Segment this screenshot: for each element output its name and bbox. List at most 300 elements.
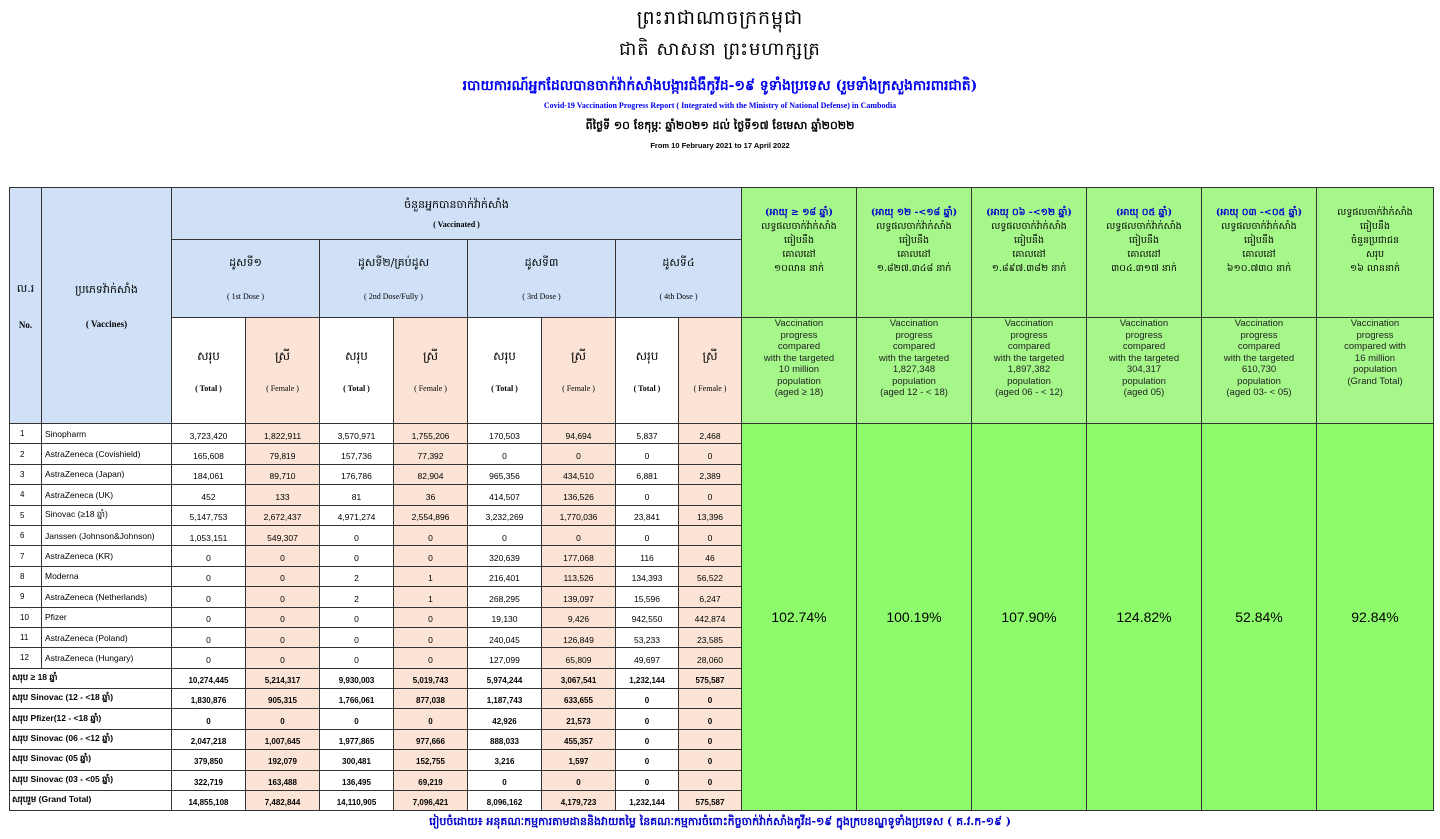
progress-caption-line: with the targeted xyxy=(993,352,1065,364)
total-header xyxy=(616,318,679,424)
cell-d1f: 0 xyxy=(246,566,320,586)
summary-d3t: 0 xyxy=(468,770,542,790)
progress-line5-3: ១.៨៩៧.៣៨២ នាក់ xyxy=(991,263,1067,274)
progress-header-1 xyxy=(742,188,857,318)
summary-d4f: 575,587 xyxy=(679,791,742,811)
cell-d3t: 3,232,269 xyxy=(468,505,542,525)
summary-d1f: 5,214,317 xyxy=(246,668,320,688)
cell-d2t: 2 xyxy=(320,566,394,586)
cell-d4f: 6,247 xyxy=(679,587,742,607)
progress-caption-line: progress xyxy=(895,329,933,341)
cell-d4f: 13,396 xyxy=(679,505,742,525)
summary-d3t: 42,926 xyxy=(468,709,542,729)
cell-d4f: 442,874 xyxy=(679,607,742,627)
progress-caption-line: 1,827,348 xyxy=(892,364,936,375)
progress-caption-line: population xyxy=(1007,375,1051,387)
summary-d1f: 0 xyxy=(246,709,320,729)
cell-d4t: 942,550 xyxy=(616,607,679,627)
progress-caption-line: Vaccination xyxy=(1119,318,1169,329)
summary-d2f: 0 xyxy=(394,709,468,729)
summary-label: សរុប Sinovac (03 - <05 ឆ្នាំ) xyxy=(10,770,172,790)
cell-d3f: 0 xyxy=(542,444,616,464)
vaccine-name: AstraZeneca (Poland) xyxy=(42,627,172,647)
progress-line2-2: លទ្ធផលចាក់វ៉ាក់សាំង xyxy=(876,221,952,232)
progress-caption-line: compared xyxy=(777,341,821,352)
vaccine-name: AstraZeneca (Japan) xyxy=(42,464,172,484)
cell-d1f: 133 xyxy=(246,485,320,505)
footer-note: រៀបចំដោយ៖ អនុគណៈកម្មការតាមដាននិងវាយតម្លៃ នៃគណៈកម្មការចំពោះកិច្ចចាក់វ៉ាក់សាំងកូវីដ-១៩ ក្នុងក្របខណ្ឌទូទាំងប្រទេស ( គ.វ.ក-១៩ ) xyxy=(429,815,1011,828)
progress-line2-5: លទ្ធផលចាក់វ៉ាក់សាំង xyxy=(1221,221,1297,232)
cell-d3f: 113,526 xyxy=(542,566,616,586)
row-number: 2 xyxy=(10,444,42,464)
summary-d2f: 152,755 xyxy=(394,750,468,770)
row-number: 4 xyxy=(10,485,42,505)
progress-line5-2: ១.៨២៧.៣៤៨ នាក់ xyxy=(876,263,952,274)
summary-label: សរុប Pfizer(12 - <18 ឆ្នាំ) xyxy=(10,709,172,729)
progress-caption-line: Vaccination xyxy=(1350,318,1400,329)
total-header-kh: សរុប xyxy=(493,349,516,363)
progress-age-6: លទ្ធផលចាក់វ៉ាក់សាំង xyxy=(1337,207,1413,218)
dose1-header-en: ( 1st Dose ) xyxy=(226,292,265,301)
report-period-en: From 10 February 2021 to 17 April 2022 xyxy=(650,141,790,150)
cell-d4f: 46 xyxy=(679,546,742,566)
progress-caption-line: 10 million xyxy=(778,364,820,375)
progress-line2-3: លទ្ធផលចាក់វ៉ាក់សាំង xyxy=(991,221,1067,232)
summary-d4t: 0 xyxy=(616,770,679,790)
cell-d4t: 6,881 xyxy=(616,464,679,484)
cell-d1t: 165,608 xyxy=(172,444,246,464)
row-number: 11 xyxy=(10,627,42,647)
total-header-en: ( Total ) xyxy=(195,384,222,393)
progress-caption-line: Vaccination xyxy=(889,318,939,329)
progress-header-6 xyxy=(1317,188,1434,318)
cell-d4f: 0 xyxy=(679,485,742,505)
summary-d4f: 0 xyxy=(679,729,742,749)
no-header-kh: ល.រ xyxy=(16,281,35,295)
cell-d1f: 0 xyxy=(246,607,320,627)
summary-d1t: 379,850 xyxy=(172,750,246,770)
progress-caption-line: (aged ≥ 18) xyxy=(774,387,824,398)
progress-header-2 xyxy=(857,188,972,318)
vaccine-name: AstraZeneca (Netherlands) xyxy=(42,587,172,607)
cell-d1f: 1,822,911 xyxy=(246,424,320,444)
female-header xyxy=(542,318,616,424)
vaccine-name: Sinovac (≥18 ឆ្នាំ) xyxy=(42,505,172,525)
cell-d3f: 65,809 xyxy=(542,648,616,668)
summary-d2f: 977,666 xyxy=(394,729,468,749)
cell-d1t: 0 xyxy=(172,546,246,566)
summary-d3t: 1,187,743 xyxy=(468,689,542,709)
progress-caption-line: 304,317 xyxy=(1126,364,1162,375)
dose4-header-kh: ដូសទី៤ xyxy=(662,256,695,269)
progress-age-2: (អាយុ ១២ -<១៨ ឆ្នាំ) xyxy=(870,207,958,218)
total-header-kh: សរុប xyxy=(197,349,220,363)
row-number: 3 xyxy=(10,464,42,484)
cell-d3t: 216,401 xyxy=(468,566,542,586)
dose3-header-kh: ដូសទី៣ xyxy=(524,256,559,269)
vaccine-name: Sinopharm xyxy=(42,424,172,444)
summary-d2t: 1,977,865 xyxy=(320,729,394,749)
progress-caption-line: population xyxy=(1237,375,1281,387)
cell-d4t: 134,393 xyxy=(616,566,679,586)
cell-d2f: 0 xyxy=(394,546,468,566)
cell-d3f: 136,526 xyxy=(542,485,616,505)
kingdom-title: ព្រះរាជាណាចក្រកម្ពុជា xyxy=(636,7,804,29)
cell-d4t: 5,837 xyxy=(616,424,679,444)
cell-d2t: 0 xyxy=(320,648,394,668)
cell-d2t: 176,786 xyxy=(320,464,394,484)
row-number: 1 xyxy=(10,424,42,444)
cell-d3t: 414,507 xyxy=(468,485,542,505)
cell-d2f: 36 xyxy=(394,485,468,505)
cell-d2t: 157,736 xyxy=(320,444,394,464)
cell-d2f: 1 xyxy=(394,566,468,586)
progress-caption-line: population xyxy=(1353,364,1397,375)
cell-d4f: 0 xyxy=(679,525,742,545)
summary-d1t: 1,830,876 xyxy=(172,689,246,709)
cell-d4f: 56,522 xyxy=(679,566,742,586)
cell-d4f: 2,468 xyxy=(679,424,742,444)
motto: ជាតិ សាសនា ព្រះមហាក្សត្រ xyxy=(619,39,821,60)
dose2-header-en: ( 2nd Dose/Fully ) xyxy=(364,292,423,301)
cell-d1f: 2,672,437 xyxy=(246,505,320,525)
female-header-kh: ស្រី xyxy=(423,349,438,363)
cell-d3t: 127,099 xyxy=(468,648,542,668)
cell-d1t: 0 xyxy=(172,627,246,647)
dose2-header xyxy=(320,240,468,318)
cell-d2f: 0 xyxy=(394,525,468,545)
cell-d2t: 0 xyxy=(320,525,394,545)
progress-caption-line: population xyxy=(777,375,821,387)
vaccine-name: Janssen (Johnson&Johnson) xyxy=(42,525,172,545)
cell-d2t: 0 xyxy=(320,546,394,566)
progress-caption-line: 610,730 xyxy=(1241,364,1277,375)
progress-line4-1: គោលដៅ xyxy=(782,249,816,260)
cell-d2f: 77,392 xyxy=(394,444,468,464)
progress-age-3: (អាយុ ០៦ -<១២ ឆ្នាំ) xyxy=(986,207,1072,218)
vaccine-name: AstraZeneca (UK) xyxy=(42,485,172,505)
progress-caption-line: progress xyxy=(1125,329,1163,341)
cell-d3t: 0 xyxy=(468,444,542,464)
progress-line3-5: ធៀបនឹង xyxy=(1244,235,1274,246)
progress-line2-4: លទ្ធផលចាក់វ៉ាក់សាំង xyxy=(1106,221,1182,232)
progress-line3-4: ធៀបនឹង xyxy=(1129,235,1159,246)
vaccinated-header-kh: ចំនួនអ្នកបានចាក់វ៉ាក់សាំង xyxy=(404,198,509,211)
row-number: 5 xyxy=(10,505,42,525)
cell-d2t: 2 xyxy=(320,587,394,607)
progress-value-1: 102.74% xyxy=(742,424,857,811)
cell-d1f: 0 xyxy=(246,627,320,647)
dose3-header-en: ( 3rd Dose ) xyxy=(522,292,561,301)
cell-d2t: 0 xyxy=(320,607,394,627)
progress-header-5 xyxy=(1202,188,1317,318)
female-header xyxy=(394,318,468,424)
progress-caption-line: (aged 06 - < 12) xyxy=(995,387,1063,398)
progress-caption-line: 1,897,382 xyxy=(1007,364,1051,375)
progress-header-3 xyxy=(972,188,1087,318)
progress-caption-line: population xyxy=(1122,375,1166,387)
cell-d1f: 0 xyxy=(246,648,320,668)
summary-d2t: 14,110,905 xyxy=(320,791,394,811)
vaccine-header xyxy=(42,188,172,424)
summary-label: សរុប Sinovac (12 - <18 ឆ្នាំ) xyxy=(10,689,172,709)
cell-d1f: 549,307 xyxy=(246,525,320,545)
progress-age-4: (អាយុ ០៥ ឆ្នាំ) xyxy=(1115,207,1173,218)
cell-d2t: 81 xyxy=(320,485,394,505)
summary-d2f: 7,096,421 xyxy=(394,791,468,811)
summary-d1f: 192,079 xyxy=(246,750,320,770)
total-header-en: ( Total ) xyxy=(343,384,370,393)
cell-d2t: 3,570,971 xyxy=(320,424,394,444)
cell-d3t: 170,503 xyxy=(468,424,542,444)
summary-d1t: 322,719 xyxy=(172,770,246,790)
summary-d3f: 0 xyxy=(542,770,616,790)
progress-value-3: 107.90% xyxy=(972,424,1087,811)
progress-value-2: 100.19% xyxy=(857,424,972,811)
cell-d3f: 139,097 xyxy=(542,587,616,607)
report-title-en: Covid-19 Vaccination Progress Report ( Integrated with the Ministry of National Defense) in Cambodia xyxy=(543,101,897,110)
cell-d1t: 3,723,420 xyxy=(172,424,246,444)
summary-d4t: 0 xyxy=(616,689,679,709)
progress-line5-6: ១៦ លាននាក់ xyxy=(1349,263,1401,274)
summary-d2f: 877,038 xyxy=(394,689,468,709)
summary-d3t: 8,096,162 xyxy=(468,791,542,811)
progress-line4-3: គោលដៅ xyxy=(1012,249,1046,260)
cell-d4t: 23,841 xyxy=(616,505,679,525)
progress-caption-line: (aged 12 - < 18) xyxy=(880,387,948,398)
progress-caption-4 xyxy=(1087,318,1202,424)
progress-caption-2 xyxy=(857,318,972,424)
progress-line2-1: លទ្ធផលចាក់វ៉ាក់សាំង xyxy=(761,221,837,232)
summary-d2t: 136,495 xyxy=(320,770,394,790)
progress-caption-line: compared xyxy=(1122,341,1166,352)
cell-d3f: 126,849 xyxy=(542,627,616,647)
summary-label: សរុប Sinovac (06 - <12 ឆ្នាំ) xyxy=(10,729,172,749)
cell-d1t: 184,061 xyxy=(172,464,246,484)
dose4-header xyxy=(616,240,742,318)
summary-d4f: 0 xyxy=(679,770,742,790)
female-header-en: ( Female ) xyxy=(414,384,447,393)
cell-d2f: 0 xyxy=(394,648,468,668)
summary-label: សរុបរួម (Grand Total) xyxy=(10,791,172,811)
progress-caption-line: progress xyxy=(1010,329,1048,341)
progress-value-5: 52.84% xyxy=(1202,424,1317,811)
cell-d3f: 0 xyxy=(542,525,616,545)
progress-caption-line: with the targeted xyxy=(878,352,950,364)
summary-d4t: 1,232,144 xyxy=(616,791,679,811)
cell-d1t: 0 xyxy=(172,587,246,607)
female-header xyxy=(679,318,742,424)
progress-caption-line: with the targeted xyxy=(763,352,835,364)
cell-d3f: 1,770,036 xyxy=(542,505,616,525)
row-number: 7 xyxy=(10,546,42,566)
progress-caption-line: progress xyxy=(780,329,818,341)
vaccine-name: Moderna xyxy=(42,566,172,586)
cell-d1f: 89,710 xyxy=(246,464,320,484)
progress-line3-1: ធៀបនឹង xyxy=(784,235,814,246)
report-title-kh: របាយការណ៍អ្នកដែលបានចាក់វ៉ាក់សាំងបង្ការជំងឺកូវីដ-១៩ ទូទាំងប្រទេស (រួមទាំងក្រសួងការពារជាតិ) xyxy=(462,78,978,94)
cell-d4t: 0 xyxy=(616,444,679,464)
cell-d3t: 19,130 xyxy=(468,607,542,627)
summary-d4t: 0 xyxy=(616,729,679,749)
dose2-header-kh: ដូសទី២/គ្រប់ដូស xyxy=(357,256,430,269)
summary-d3f: 1,597 xyxy=(542,750,616,770)
cell-d4t: 0 xyxy=(616,525,679,545)
cell-d1f: 0 xyxy=(246,546,320,566)
vaccine-name: AstraZeneca (KR) xyxy=(42,546,172,566)
female-header-kh: ស្រី xyxy=(702,349,718,363)
no-header xyxy=(10,188,42,424)
summary-d1t: 2,047,218 xyxy=(172,729,246,749)
cell-d3t: 268,295 xyxy=(468,587,542,607)
cell-d1t: 452 xyxy=(172,485,246,505)
summary-d2t: 300,481 xyxy=(320,750,394,770)
progress-caption-line: (aged 05) xyxy=(1123,387,1165,398)
progress-line3-2: ធៀបនឹង xyxy=(899,235,929,246)
progress-caption-1 xyxy=(742,318,857,424)
table-row xyxy=(10,424,1434,444)
summary-d3f: 21,573 xyxy=(542,709,616,729)
progress-caption-5 xyxy=(1202,318,1317,424)
cell-d2t: 4,971,274 xyxy=(320,505,394,525)
cell-d4t: 116 xyxy=(616,546,679,566)
summary-d3f: 455,357 xyxy=(542,729,616,749)
progress-caption-line: progress xyxy=(1356,329,1394,341)
summary-d4f: 0 xyxy=(679,709,742,729)
summary-d1f: 7,482,844 xyxy=(246,791,320,811)
female-header-en: ( Female ) xyxy=(562,384,595,393)
cell-d2f: 2,554,896 xyxy=(394,505,468,525)
dose1-header xyxy=(172,240,320,318)
dose1-header-kh: ដូសទី១ xyxy=(229,256,262,269)
summary-d2t: 0 xyxy=(320,709,394,729)
summary-d1t: 10,274,445 xyxy=(172,668,246,688)
progress-caption-line: 16 million xyxy=(1354,352,1396,364)
cell-d3f: 94,694 xyxy=(542,424,616,444)
vaccination-table xyxy=(9,187,1434,811)
progress-caption-line: compared xyxy=(1007,341,1051,352)
progress-age-5: (អាយុ ០៣ -<០៥ ឆ្នាំ) xyxy=(1215,207,1303,218)
progress-caption-line: (Grand Total) xyxy=(1347,375,1403,387)
progress-caption-line: progress xyxy=(1240,329,1278,341)
cell-d1t: 1,053,151 xyxy=(172,525,246,545)
total-header xyxy=(172,318,246,424)
cell-d4f: 2,389 xyxy=(679,464,742,484)
summary-d2f: 69,219 xyxy=(394,770,468,790)
progress-caption-line: Vaccination xyxy=(1004,318,1054,329)
row-number: 6 xyxy=(10,525,42,545)
summary-d3f: 633,655 xyxy=(542,689,616,709)
summary-d4f: 0 xyxy=(679,689,742,709)
vaccine-name: Pfizer xyxy=(42,607,172,627)
dose4-header-en: ( 4th Dose ) xyxy=(659,292,698,301)
progress-line4-4: គោលដៅ xyxy=(1127,249,1161,260)
vaccinated-header-en: ( Vaccinated ) xyxy=(433,220,480,229)
female-header-en: ( Female ) xyxy=(693,384,727,393)
summary-d3t: 5,974,244 xyxy=(468,668,542,688)
summary-d1f: 163,488 xyxy=(246,770,320,790)
cell-d4t: 49,697 xyxy=(616,648,679,668)
progress-line4-6: សរុប xyxy=(1365,249,1385,260)
summary-label: សរុប ≥ 18 ឆ្នាំ xyxy=(10,668,172,688)
cell-d2f: 0 xyxy=(394,607,468,627)
summary-d3t: 3,216 xyxy=(468,750,542,770)
progress-age-1: (អាយុ ≥ ១៨ ឆ្នាំ) xyxy=(765,207,833,218)
progress-line2-6: ធៀបនឹង xyxy=(1360,221,1390,232)
progress-caption-line: compared with xyxy=(1344,341,1406,352)
cell-d4t: 53,233 xyxy=(616,627,679,647)
progress-value-6: 92.84% xyxy=(1317,424,1434,811)
summary-d3t: 888,033 xyxy=(468,729,542,749)
row-number: 12 xyxy=(10,648,42,668)
progress-caption-line: compared xyxy=(1237,341,1281,352)
vaccine-header-en: ( Vaccines) xyxy=(85,318,128,329)
summary-d1f: 905,315 xyxy=(246,689,320,709)
summary-d1f: 1,007,645 xyxy=(246,729,320,749)
progress-caption-line: (aged 03- < 05) xyxy=(1226,387,1292,398)
progress-caption-line: Vaccination xyxy=(1234,318,1284,329)
cell-d1t: 0 xyxy=(172,607,246,627)
total-header-kh: សរុប xyxy=(635,349,659,363)
cell-d2f: 1 xyxy=(394,587,468,607)
cell-d1f: 0 xyxy=(246,587,320,607)
progress-caption-line: population xyxy=(892,375,936,387)
total-header-en: ( Total ) xyxy=(491,384,518,393)
cell-d3t: 965,356 xyxy=(468,464,542,484)
progress-line3-3: ធៀបនឹង xyxy=(1014,235,1044,246)
no-header-en: No. xyxy=(18,319,33,330)
total-header xyxy=(320,318,394,424)
progress-line5-1: ១០លាន នាក់ xyxy=(773,263,825,274)
progress-caption-line: compared xyxy=(892,341,936,352)
progress-caption-line: Vaccination xyxy=(774,318,824,329)
cell-d3f: 434,510 xyxy=(542,464,616,484)
total-header xyxy=(468,318,542,424)
row-number: 8 xyxy=(10,566,42,586)
progress-line4-5: គោលដៅ xyxy=(1242,249,1276,260)
report-period-kh: ពីថ្ងៃទី ១០ ខែកុម្ភៈ ឆ្នាំ២០២១ ដល់ ថ្ងៃទី១៧ ខែមេសា ឆ្នាំ២០២២ xyxy=(585,119,855,132)
cell-d4t: 15,596 xyxy=(616,587,679,607)
progress-caption-6 xyxy=(1317,318,1434,424)
vaccine-name: AstraZeneca (Hungary) xyxy=(42,648,172,668)
summary-d4t: 1,232,144 xyxy=(616,668,679,688)
progress-line5-4: ៣០៤.៣១៧ នាក់ xyxy=(1111,263,1177,274)
cell-d2f: 82,904 xyxy=(394,464,468,484)
cell-d2f: 0 xyxy=(394,627,468,647)
cell-d3f: 9,426 xyxy=(542,607,616,627)
cell-d1t: 5,147,753 xyxy=(172,505,246,525)
total-header-kh: សរុប xyxy=(345,349,368,363)
summary-d4t: 0 xyxy=(616,750,679,770)
summary-d2t: 9,930,003 xyxy=(320,668,394,688)
progress-line5-5: ៦១០.៧៣០ នាក់ xyxy=(1226,263,1292,274)
progress-line3-6: ចំនួនប្រជាជន xyxy=(1350,235,1400,246)
total-header-en: ( Total ) xyxy=(633,384,661,393)
vaccine-header-kh: ប្រភេទវ៉ាក់សាំង xyxy=(75,282,138,296)
summary-d3f: 4,179,723 xyxy=(542,791,616,811)
cell-d3t: 240,045 xyxy=(468,627,542,647)
cell-d1f: 79,819 xyxy=(246,444,320,464)
female-header-en: ( Female ) xyxy=(266,384,299,393)
dose3-header xyxy=(468,240,616,318)
summary-d2f: 5,019,743 xyxy=(394,668,468,688)
progress-caption-line: with the targeted xyxy=(1108,352,1180,364)
progress-line4-2: គោលដៅ xyxy=(897,249,931,260)
cell-d4f: 0 xyxy=(679,444,742,464)
summary-label: សរុប Sinovac (05 ឆ្នាំ) xyxy=(10,750,172,770)
cell-d2f: 1,755,206 xyxy=(394,424,468,444)
progress-header-4 xyxy=(1087,188,1202,318)
